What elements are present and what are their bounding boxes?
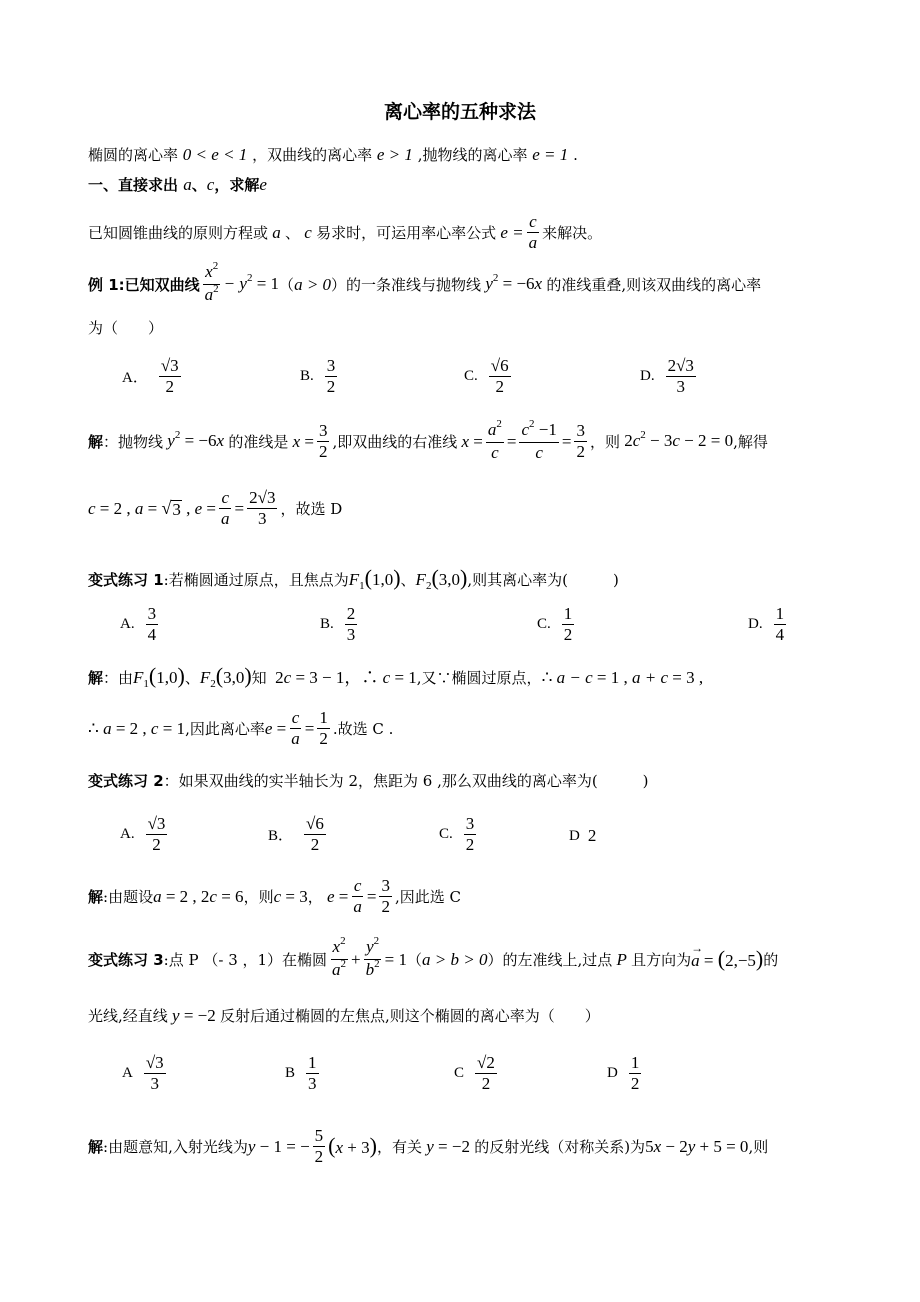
- solution-v3-label: 解: [88, 1137, 104, 1156]
- solution-v1-e: e =: [264, 718, 287, 738]
- example-1-label: 例 1: [88, 275, 119, 294]
- variant-1-text-2: 、: [400, 571, 416, 589]
- ellipse-x-fraction: $x^2$ $a^2$: [332, 935, 347, 979]
- page-title: 离心率的五种求法: [383, 101, 536, 123]
- solution-v1-text-2: 、: [184, 669, 200, 687]
- variant-3-option-d[interactable]: [607, 1053, 644, 1094]
- fraction-3-over-2-b: $\frac{3}{2}$: [576, 421, 585, 461]
- variant-1-option-c-value: 1 2: [563, 604, 573, 644]
- variant-1-option-d[interactable]: [748, 604, 789, 645]
- variant-1-option-b-value: 2 3: [346, 604, 356, 644]
- variant-1-option-d-value: 1 4: [775, 604, 785, 644]
- solution-v2-a: a = 2 , 2c = 6: [153, 886, 244, 906]
- example-1-line-2: 为（ ）: [88, 319, 164, 337]
- variant-1-label: 变式练习 1: [88, 571, 164, 589]
- equals-sign-5: =: [366, 886, 377, 906]
- direction-vector: → a = (2,−5): [691, 949, 763, 971]
- formula-e: e =: [496, 222, 524, 242]
- hyperbola-fraction: $x^2$ $a^2$: [204, 260, 219, 304]
- solution-1-directrix: x =: [288, 431, 314, 451]
- section-1-heading: [88, 175, 267, 195]
- option-d-label: D.: [640, 368, 655, 384]
- variant-3-option-c-label: C: [454, 1065, 465, 1081]
- variant-3-line-1: [88, 937, 778, 982]
- variant-2-option-d[interactable]: [569, 826, 596, 846]
- variant-1-text-1: :若椭圆通过原点，且焦点为: [163, 571, 349, 589]
- method-1-text-2: 易求时，可运用率心率公式: [316, 223, 497, 242]
- solution-1-text-4: ，则: [589, 432, 620, 451]
- variant-2-option-a-label: A.: [120, 826, 135, 842]
- variant-1-line: [88, 565, 619, 592]
- method-1-text-1: 已知圆锥曲线的原则方程或: [88, 223, 269, 242]
- solution-1-c-value: c = 2 , a = √ 3 , e =: [88, 498, 217, 519]
- plus-sign: +: [351, 949, 361, 969]
- solution-v3-text-4: ,则: [748, 1137, 769, 1156]
- example-1-text-3: ）的一条准线与抛物线: [331, 275, 482, 294]
- variant-2-option-b[interactable]: [268, 814, 329, 855]
- ellipse-y-fraction: $\frac{y^2}{b^2}$: [365, 935, 380, 979]
- ellipse-equals-one: = 1: [384, 949, 407, 969]
- variant-3-option-d-value: 1 2: [630, 1053, 640, 1093]
- variant-3-option-a[interactable]: [122, 1053, 169, 1094]
- variant-3-text-2: （: [406, 950, 422, 969]
- variant-3-text-4: 且方向为: [631, 950, 692, 969]
- solution-v3-text-2: ，有关: [376, 1137, 422, 1156]
- variant-2-option-b-value: √6 2: [306, 814, 324, 854]
- focus-f2: $F_2(3,0)$: [415, 565, 468, 592]
- variant-3-option-c[interactable]: [454, 1053, 500, 1094]
- intro-text-2: ，双曲线的离心率: [252, 146, 373, 164]
- solution-v3-line-y: y = −2: [421, 1136, 470, 1156]
- variant-3-option-b[interactable]: [285, 1053, 322, 1094]
- fraction-2root3-over-3: $\frac{2√3}{3}$: [249, 488, 276, 528]
- solution-v2-label: 解: [88, 887, 104, 906]
- solution-1-line-2: [88, 488, 342, 529]
- fraction-c2-minus-1-over-c: $\frac{c^2 -1}{c}$: [521, 418, 557, 462]
- intro-line: [88, 145, 578, 165]
- solution-v1-line-2: [88, 708, 393, 749]
- equals-sign: =: [506, 431, 517, 451]
- solution-v3-text-3: 的反射光线（对称关系)为: [474, 1137, 646, 1156]
- solution-1-label: 解: [88, 432, 104, 451]
- option-b[interactable]: [300, 356, 340, 397]
- solution-v1-text-5: ,因此离心率: [185, 719, 265, 738]
- intro-math-3: e = 1: [532, 145, 569, 164]
- variant-3-option-b-label: B: [285, 1065, 296, 1081]
- solution-v1-f2: $F_2(3,0)$: [199, 663, 252, 690]
- section-1-c: c: [206, 175, 215, 194]
- method-1-c: c: [300, 222, 317, 242]
- solution-v1-text-3: 知: [251, 669, 267, 687]
- variant-2-text: ：如果双曲线的实半轴长为 2，焦距为 6 ,那么双曲线的离心率为( ): [163, 772, 649, 790]
- variant-2-line: [88, 771, 649, 791]
- hyperbola-equation-rest: − $y^2 = 1$: [223, 271, 280, 293]
- focus-f1: $F_1(1,0)$: [348, 565, 401, 592]
- solution-v1-text-4: ,又∵椭圆过原点，: [416, 669, 542, 687]
- option-d[interactable]: [640, 356, 699, 397]
- formula-c-over-a: $\frac{c}{a}$: [528, 212, 538, 252]
- solution-v1-label: 解: [88, 669, 104, 687]
- fraction-5-over-2: $\frac{5}{2}$: [314, 1126, 324, 1166]
- solution-1-text-6: ，故选 D: [280, 499, 343, 518]
- variant-3-condition: a > b > 0: [422, 949, 488, 969]
- solution-v3-text-1: :由题意知,入射光线为: [103, 1137, 248, 1156]
- solution-v1-2c: 2c = 3 − 1，∴ c = 1: [275, 668, 417, 687]
- point-p: P: [612, 949, 632, 969]
- option-d-value: 2√3 3: [667, 356, 694, 396]
- variant-3-text-6: 光线,经直线: [88, 1007, 168, 1025]
- equals-sign-3: =: [234, 498, 245, 518]
- intro-text-4: .: [573, 146, 578, 164]
- solution-1-line-1: [88, 420, 768, 463]
- variant-1-option-a-value: 3 4: [147, 604, 157, 644]
- reflected-ray: 5x − 2y + 5 = 0: [645, 1136, 749, 1156]
- solution-1-text-3: ,即双曲线的右准线: [332, 432, 458, 451]
- intro-text-1: 椭圆的离心率: [88, 146, 179, 164]
- variant-2-option-c[interactable]: [439, 814, 479, 855]
- method-1-text-3: 来解决。: [542, 223, 603, 242]
- example-1-text-2: （: [279, 275, 295, 294]
- solution-1-quadratic: $2c^2 - 3c - 2 = 0$: [624, 428, 734, 450]
- solution-v1-sums: ∴ a − c = 1 , a + c = 3 ,: [541, 668, 704, 687]
- variant-2-option-b-label: B．: [268, 828, 294, 844]
- solution-v1-text-1: ：由: [103, 669, 134, 687]
- solution-v2-c: c = 3: [273, 886, 308, 906]
- solution-1-text-5: ,解得: [733, 432, 768, 451]
- section-1-e: e: [259, 175, 267, 194]
- variant-3-line-2: [88, 1006, 600, 1026]
- solution-v1-values: ∴ a = 2 , c = 1: [88, 718, 186, 738]
- variant-2-option-d-label: D: [569, 827, 580, 844]
- option-b-label: B.: [300, 368, 314, 384]
- equals-sign-4: =: [304, 718, 315, 738]
- section-1-sep: 、: [191, 176, 207, 194]
- variant-3-text-7: 反射后通过椭圆的左焦点,则这个椭圆的离心率为（ ）: [220, 1007, 600, 1025]
- equals-sign-2: =: [561, 431, 572, 451]
- method-1-line: 已知圆锥曲线的原则方程或 a 、 c 易求时，可运用率心率公式 e = $\frac{c}{a}$ 来解决。: [88, 212, 603, 252]
- solution-v1-1-over-2: $\frac{1}{2}$: [319, 708, 328, 748]
- variant-1-text-3: ,则其离心率为( ): [467, 571, 619, 589]
- variant-3-option-c-value: √2 2: [477, 1053, 495, 1093]
- fraction-c-over-a: $\frac{c}{a}$: [221, 488, 230, 528]
- line-y-minus-2: y = −2: [167, 1006, 216, 1025]
- method-1-a: a: [268, 222, 286, 242]
- intro-math-2: e > 1: [376, 145, 413, 164]
- solution-v2-text-4: ,因此选 C: [394, 887, 461, 906]
- intro-math-1: 0 < e < 1: [182, 145, 248, 164]
- solution-v2-text-1: :由题设: [103, 887, 154, 906]
- variant-2-option-a-value: √3 2: [147, 814, 166, 854]
- fraction-a2-over-c: $\frac{a^2}{c}$: [487, 418, 502, 462]
- solution-1-text-2: 的准线是: [228, 432, 289, 451]
- solution-v1-f1: $F_1(1,0)$: [133, 663, 185, 690]
- variant-1-option-c[interactable]: [537, 604, 577, 645]
- variant-3-option-a-label: A: [122, 1065, 133, 1081]
- variant-2-option-a[interactable]: [120, 814, 170, 855]
- variant-3-option-a-value: √3 3: [145, 1053, 164, 1093]
- solution-v2-c-over-a: $\frac{c}{a}$: [353, 876, 362, 916]
- option-b-value: 3 2: [326, 356, 336, 396]
- solution-v2-line: [88, 876, 461, 917]
- section-1-a: a: [183, 175, 192, 194]
- solution-v2-text-3: ，: [307, 887, 323, 906]
- solution-v2-3-over-2: $\frac{3}{2}$: [381, 876, 390, 916]
- variant-2-option-c-label: C.: [439, 826, 453, 842]
- solution-v1-text-6: .故选 C .: [332, 719, 394, 738]
- example-1-text-4: 的准线重叠,则该双曲线的离心率: [546, 275, 762, 294]
- variant-3-label: 变式练习 3: [88, 950, 164, 969]
- variant-3-text-1: :点 P （- 3 ，1）在椭圆: [163, 950, 328, 969]
- incident-ray: y − 1 = −: [247, 1136, 310, 1156]
- option-a[interactable]: [122, 356, 184, 397]
- variant-2-option-c-value: 3 2: [465, 814, 475, 854]
- variant-1-option-b[interactable]: [320, 604, 360, 645]
- option-c-value: √6 2: [490, 356, 509, 396]
- section-1-label: 一、直接求出: [88, 176, 179, 194]
- solution-v2-text-2: ，则: [243, 887, 274, 906]
- solution-1-x-eq: x =: [457, 431, 483, 451]
- variant-2-label: 变式练习 2: [88, 772, 164, 790]
- example-1-line: [88, 262, 761, 307]
- variant-3-text-3: ）的左准线上,过点: [487, 950, 613, 969]
- parabola-equation: $y^2 = -6x$: [481, 271, 547, 293]
- option-a-label: A．: [122, 370, 148, 386]
- solution-1-parabola: $y^2 = -6x$: [163, 428, 229, 450]
- intro-text-3: ,抛物线的离心率: [417, 146, 528, 164]
- variant-1-option-a[interactable]: [120, 604, 161, 645]
- solution-v3-line: [88, 1126, 768, 1167]
- variant-1-option-c-label: C.: [537, 616, 551, 632]
- solution-v1-c-over-a: $\frac{c}{a}$: [291, 708, 300, 748]
- option-a-value: √3 2: [160, 356, 179, 396]
- fraction-3-over-2: $\frac{3}{2}$: [318, 421, 328, 461]
- example-1-condition: a > 0: [294, 274, 332, 294]
- variant-3-text-5: 的: [763, 950, 779, 969]
- section-1-rest: ，求解: [214, 176, 260, 194]
- option-c-label: C.: [464, 368, 478, 384]
- solution-v1-line-1: [88, 663, 704, 690]
- variant-1-option-b-label: B.: [320, 616, 334, 632]
- variant-2-option-d-value: 2: [587, 826, 597, 845]
- variant-3-option-b-value: 1 3: [308, 1053, 317, 1093]
- option-c[interactable]: [464, 356, 514, 397]
- example-1-text-1: :已知双曲线: [118, 275, 200, 294]
- variant-3-option-d-label: D: [607, 1065, 618, 1081]
- incident-ray-rest: (x + 3): [328, 1132, 377, 1158]
- solution-1-text-1: ：抛物线: [103, 432, 164, 451]
- variant-1-option-d-label: D.: [748, 616, 763, 632]
- variant-1-option-a-label: A.: [120, 616, 135, 632]
- solution-v2-e: e =: [322, 886, 349, 906]
